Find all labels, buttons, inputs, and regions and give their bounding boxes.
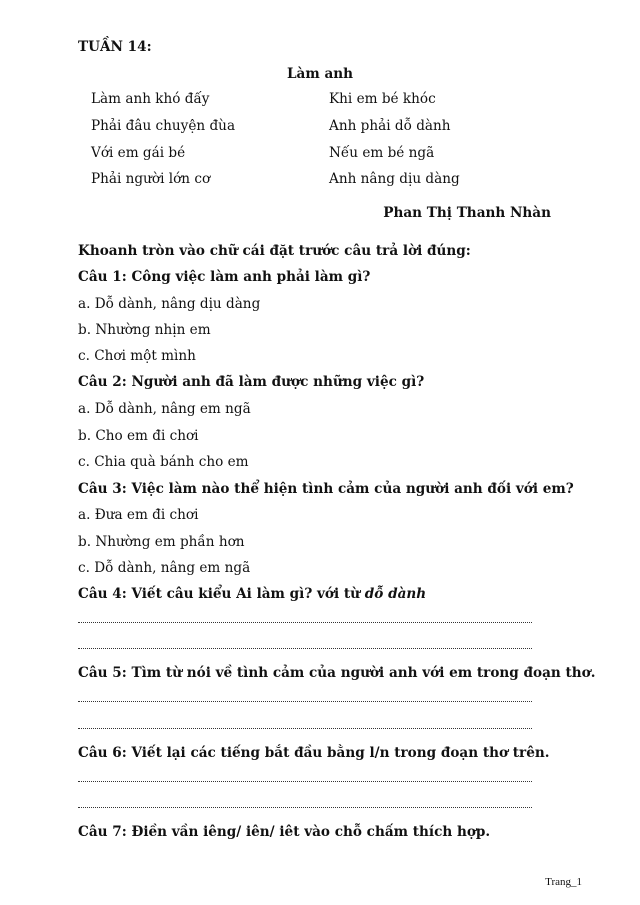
- question-7-title: Câu 7: Điền vần iêng/ iên/ iêt vào chỗ chấm thích hợp.: [78, 824, 491, 840]
- question-2-option-a[interactable]: a. Dỗ dành, nâng em ngã: [78, 401, 251, 417]
- question-4-emphasis: dỗ dành: [364, 586, 427, 602]
- question-1-option-b[interactable]: b. Nhường nhịn em: [78, 322, 211, 338]
- question-2-option-b[interactable]: b. Cho em đi chơi: [78, 428, 199, 444]
- answer-line[interactable]: [78, 701, 532, 702]
- question-2-title: Câu 2: Người anh đã làm được những việc gì?: [78, 374, 425, 390]
- poem-line: Nếu em bé ngã: [329, 145, 435, 161]
- answer-line[interactable]: [78, 781, 532, 782]
- question-5-title: Câu 5: Tìm từ nói về tình cảm của người anh với em trong đoạn thơ.: [78, 665, 596, 681]
- question-3-option-c[interactable]: c. Dỗ dành, nâng em ngã: [78, 560, 251, 576]
- answer-line[interactable]: [78, 622, 532, 623]
- question-3-option-b[interactable]: b. Nhường em phần hơn: [78, 534, 245, 550]
- instruction: Khoanh tròn vào chữ cái đặt trước câu trả lời đúng:: [78, 243, 471, 259]
- answer-line[interactable]: [78, 807, 532, 808]
- question-4-title: [78, 585, 426, 603]
- question-1-title: Câu 1: Công việc làm anh phải làm gì?: [78, 269, 371, 285]
- answer-line[interactable]: [78, 648, 532, 649]
- poem-line: Anh phải dỗ dành: [329, 118, 451, 134]
- question-6-title: Câu 6: Viết lại các tiếng bắt đầu bằng l/n trong đoạn thơ trên.: [78, 745, 550, 761]
- question-1-option-c[interactable]: c. Chơi một mình: [78, 348, 196, 364]
- poem-line: Phải đâu chuyện đùa: [91, 118, 236, 134]
- question-4-text: Câu 4: Viết câu kiểu Ai làm gì? với từ: [78, 586, 365, 602]
- answer-line[interactable]: [78, 728, 532, 729]
- poem-line: Phải người lớn cơ: [91, 171, 211, 187]
- question-3-option-a[interactable]: a. Đưa em đi chơi: [78, 507, 199, 523]
- question-3-title: Câu 3: Việc làm nào thể hiện tình cảm của người anh đối với em?: [78, 481, 574, 497]
- week-heading: TUẦN 14:: [78, 39, 152, 55]
- poem-author: Phan Thị Thanh Nhàn: [383, 205, 551, 221]
- poem-line: Làm anh khó đấy: [91, 91, 210, 107]
- page-number: Trang_1: [545, 876, 582, 888]
- poem-line: Với em gái bé: [91, 145, 186, 161]
- question-1-option-a[interactable]: a. Dỗ dành, nâng dịu dàng: [78, 296, 261, 312]
- poem-title: Làm anh: [286, 66, 354, 82]
- poem-line: Anh nâng dịu dàng: [329, 171, 460, 187]
- question-2-option-c[interactable]: c. Chia quà bánh cho em: [78, 454, 249, 470]
- poem-line: Khi em bé khóc: [329, 91, 436, 107]
